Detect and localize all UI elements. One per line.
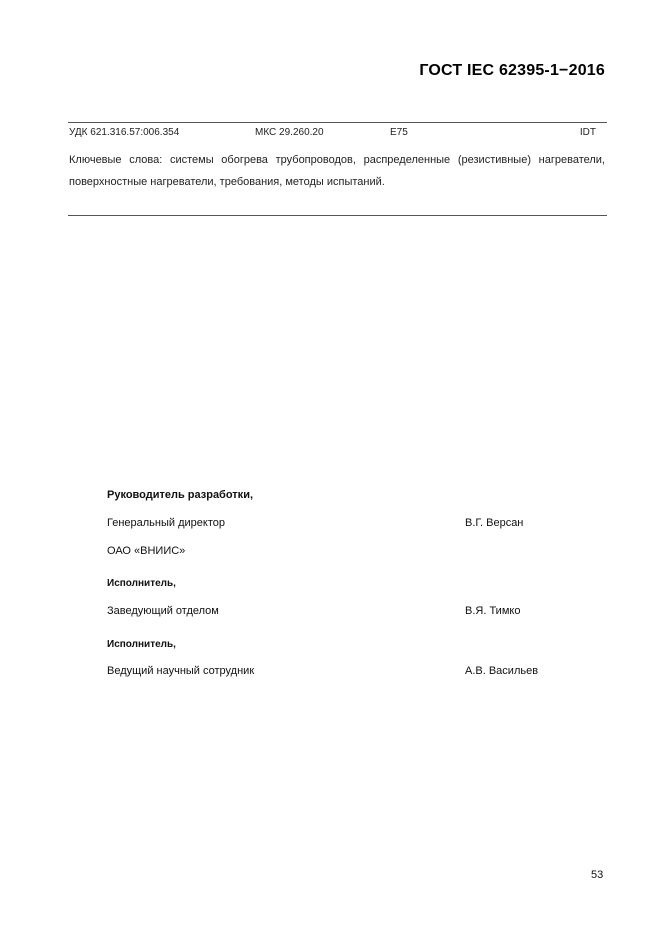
lead-position: Генеральный директор — [107, 517, 225, 529]
executor2-position: Ведущий научный сотрудник — [107, 665, 255, 677]
equivalence-degree: IDT — [579, 127, 596, 138]
keywords-paragraph: Ключевые слова: системы обогрева трубопроводов, распределенные (резистивные) нагреватели, поверхностные нагреватели, требования, методы испытаний. — [69, 154, 605, 188]
udk-code: УДК 621.316.57:006.354 — [69, 127, 180, 138]
executor2-name: А.В. Васильев — [465, 665, 539, 677]
okp-code: Е75 — [390, 127, 408, 138]
lead-heading: Руководитель разработки, — [107, 489, 254, 501]
executor1-name: В.Я. Тимко — [465, 605, 521, 617]
lead-organization: ОАО «ВНИИС» — [107, 545, 186, 557]
top-divider — [68, 122, 607, 123]
executor1-position: Заведующий отделом — [107, 605, 219, 617]
mks-code: МКС 29.260.20 — [255, 127, 324, 138]
page-number: 53 — [591, 869, 604, 881]
executor2-heading: Исполнитель, — [107, 639, 176, 650]
executor1-heading: Исполнитель, — [107, 578, 176, 589]
lead-name: В.Г. Версан — [465, 517, 524, 529]
standard-code-header: ГОСТ IEC 62395-1−2016 — [419, 62, 605, 79]
classification-row — [69, 127, 596, 141]
bottom-divider — [68, 215, 607, 216]
